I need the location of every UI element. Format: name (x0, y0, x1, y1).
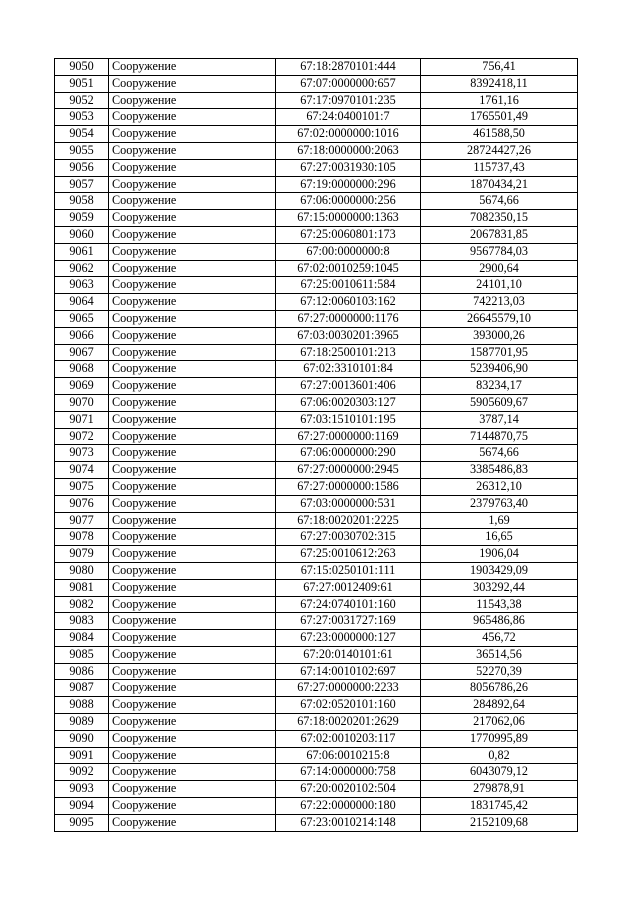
table-row (55, 512, 578, 529)
table-row (55, 546, 578, 563)
table-row (55, 630, 578, 647)
cadastral-number-cell: 67:20:0020102:504 (276, 781, 421, 798)
cadastral-number-cell: 67:18:0020201:2225 (276, 512, 421, 529)
table-row (55, 445, 578, 462)
object-type-cell: Сооружение (109, 226, 276, 243)
object-type-cell: Сооружение (109, 159, 276, 176)
value-cell: 5674,66 (421, 445, 578, 462)
cadastral-number-cell: 67:06:0000000:290 (276, 445, 421, 462)
row-number-cell: 9070 (55, 394, 109, 411)
table-row (55, 781, 578, 798)
row-number-cell: 9088 (55, 697, 109, 714)
cadastral-number-cell: 67:03:1510101:195 (276, 411, 421, 428)
object-type-cell: Сооружение (109, 327, 276, 344)
row-number-cell: 9091 (55, 747, 109, 764)
row-number-cell: 9068 (55, 361, 109, 378)
object-type-cell: Сооружение (109, 260, 276, 277)
table-row (55, 294, 578, 311)
table-row (55, 361, 578, 378)
row-number-cell: 9092 (55, 764, 109, 781)
object-type-cell: Сооружение (109, 814, 276, 831)
object-type-cell: Сооружение (109, 579, 276, 596)
cadastral-number-cell: 67:27:0000000:1176 (276, 310, 421, 327)
object-type-cell: Сооружение (109, 613, 276, 630)
value-cell: 5239406,90 (421, 361, 578, 378)
cadastral-number-cell: 67:24:0400101:7 (276, 109, 421, 126)
table-row (55, 378, 578, 395)
cadastral-number-cell: 67:14:0000000:758 (276, 764, 421, 781)
table-row (55, 210, 578, 227)
cadastral-number-cell: 67:03:0030201:3965 (276, 327, 421, 344)
cadastral-number-cell: 67:27:0030702:315 (276, 529, 421, 546)
value-cell: 5674,66 (421, 193, 578, 210)
cadastral-number-cell: 67:17:0970101:235 (276, 92, 421, 109)
registry-table-body (55, 59, 578, 832)
row-number-cell: 9094 (55, 798, 109, 815)
value-cell: 393000,26 (421, 327, 578, 344)
cadastral-number-cell: 67:02:0000000:1016 (276, 126, 421, 143)
object-type-cell: Сооружение (109, 798, 276, 815)
value-cell: 742213,03 (421, 294, 578, 311)
object-type-cell: Сооружение (109, 193, 276, 210)
cadastral-number-cell: 67:18:0000000:2063 (276, 142, 421, 159)
object-type-cell: Сооружение (109, 361, 276, 378)
table-row (55, 159, 578, 176)
object-type-cell: Сооружение (109, 781, 276, 798)
table-row (55, 462, 578, 479)
table-row (55, 59, 578, 76)
cadastral-number-cell: 67:06:0010215:8 (276, 747, 421, 764)
row-number-cell: 9050 (55, 59, 109, 76)
cadastral-number-cell: 67:23:0000000:127 (276, 630, 421, 647)
object-type-cell: Сооружение (109, 92, 276, 109)
table-row (55, 596, 578, 613)
value-cell: 1,69 (421, 512, 578, 529)
object-type-cell: Сооружение (109, 562, 276, 579)
table-row (55, 562, 578, 579)
object-type-cell: Сооружение (109, 546, 276, 563)
row-number-cell: 9058 (55, 193, 109, 210)
row-number-cell: 9090 (55, 730, 109, 747)
value-cell: 1870434,21 (421, 176, 578, 193)
table-row (55, 243, 578, 260)
object-type-cell: Сооружение (109, 495, 276, 512)
value-cell: 7144870,75 (421, 428, 578, 445)
cadastral-number-cell: 67:20:0140101:61 (276, 646, 421, 663)
cadastral-number-cell: 67:03:0000000:531 (276, 495, 421, 512)
value-cell: 1903429,09 (421, 562, 578, 579)
row-number-cell: 9062 (55, 260, 109, 277)
row-number-cell: 9078 (55, 529, 109, 546)
object-type-cell: Сооружение (109, 445, 276, 462)
table-row (55, 126, 578, 143)
table-row (55, 260, 578, 277)
registry-table (54, 58, 578, 832)
cadastral-number-cell: 67:02:0010259:1045 (276, 260, 421, 277)
value-cell: 16,65 (421, 529, 578, 546)
row-number-cell: 9081 (55, 579, 109, 596)
cadastral-number-cell: 67:27:0000000:1586 (276, 478, 421, 495)
row-number-cell: 9060 (55, 226, 109, 243)
value-cell: 1906,04 (421, 546, 578, 563)
value-cell: 1770995,89 (421, 730, 578, 747)
object-type-cell: Сооружение (109, 596, 276, 613)
cadastral-number-cell: 67:27:0013601:406 (276, 378, 421, 395)
table-row (55, 226, 578, 243)
object-type-cell: Сооружение (109, 378, 276, 395)
table-row (55, 428, 578, 445)
table-row (55, 478, 578, 495)
value-cell: 279878,91 (421, 781, 578, 798)
row-number-cell: 9084 (55, 630, 109, 647)
table-row (55, 798, 578, 815)
table-row (55, 613, 578, 630)
row-number-cell: 9057 (55, 176, 109, 193)
row-number-cell: 9051 (55, 75, 109, 92)
row-number-cell: 9069 (55, 378, 109, 395)
row-number-cell: 9059 (55, 210, 109, 227)
object-type-cell: Сооружение (109, 680, 276, 697)
table-row (55, 697, 578, 714)
cadastral-number-cell: 67:15:0250101:111 (276, 562, 421, 579)
table-row (55, 327, 578, 344)
cadastral-number-cell: 67:24:0740101:160 (276, 596, 421, 613)
cadastral-number-cell: 67:06:0000000:256 (276, 193, 421, 210)
row-number-cell: 9071 (55, 411, 109, 428)
cadastral-number-cell: 67:02:3310101:84 (276, 361, 421, 378)
value-cell: 2067831,85 (421, 226, 578, 243)
value-cell: 1765501,49 (421, 109, 578, 126)
value-cell: 965486,86 (421, 613, 578, 630)
value-cell: 9567784,03 (421, 243, 578, 260)
value-cell: 2900,64 (421, 260, 578, 277)
value-cell: 24101,10 (421, 277, 578, 294)
row-number-cell: 9063 (55, 277, 109, 294)
object-type-cell: Сооружение (109, 512, 276, 529)
row-number-cell: 9055 (55, 142, 109, 159)
value-cell: 0,82 (421, 747, 578, 764)
row-number-cell: 9086 (55, 663, 109, 680)
row-number-cell: 9056 (55, 159, 109, 176)
value-cell: 1761,16 (421, 92, 578, 109)
object-type-cell: Сооружение (109, 142, 276, 159)
object-type-cell: Сооружение (109, 478, 276, 495)
row-number-cell: 9065 (55, 310, 109, 327)
row-number-cell: 9067 (55, 344, 109, 361)
cadastral-number-cell: 67:25:0010611:584 (276, 277, 421, 294)
value-cell: 6043079,12 (421, 764, 578, 781)
value-cell: 28724427,26 (421, 142, 578, 159)
object-type-cell: Сооружение (109, 462, 276, 479)
value-cell: 52270,39 (421, 663, 578, 680)
object-type-cell: Сооружение (109, 428, 276, 445)
cadastral-number-cell: 67:18:2870101:444 (276, 59, 421, 76)
object-type-cell: Сооружение (109, 663, 276, 680)
object-type-cell: Сооружение (109, 75, 276, 92)
row-number-cell: 9074 (55, 462, 109, 479)
cadastral-number-cell: 67:25:0060801:173 (276, 226, 421, 243)
row-number-cell: 9080 (55, 562, 109, 579)
cadastral-number-cell: 67:02:0010203:117 (276, 730, 421, 747)
table-row (55, 109, 578, 126)
table-row (55, 714, 578, 731)
value-cell: 8056786,26 (421, 680, 578, 697)
value-cell: 461588,50 (421, 126, 578, 143)
value-cell: 756,41 (421, 59, 578, 76)
object-type-cell: Сооружение (109, 394, 276, 411)
object-type-cell: Сооружение (109, 714, 276, 731)
row-number-cell: 9072 (55, 428, 109, 445)
table-row (55, 193, 578, 210)
cadastral-number-cell: 67:27:0031930:105 (276, 159, 421, 176)
object-type-cell: Сооружение (109, 243, 276, 260)
cadastral-number-cell: 67:25:0010612:263 (276, 546, 421, 563)
row-number-cell: 9085 (55, 646, 109, 663)
table-row (55, 344, 578, 361)
table-row (55, 747, 578, 764)
value-cell: 284892,64 (421, 697, 578, 714)
object-type-cell: Сооружение (109, 411, 276, 428)
object-type-cell: Сооружение (109, 630, 276, 647)
table-row (55, 579, 578, 596)
row-number-cell: 9082 (55, 596, 109, 613)
object-type-cell: Сооружение (109, 294, 276, 311)
row-number-cell: 9075 (55, 478, 109, 495)
table-row (55, 764, 578, 781)
cadastral-number-cell: 67:27:0000000:1169 (276, 428, 421, 445)
row-number-cell: 9054 (55, 126, 109, 143)
row-number-cell: 9089 (55, 714, 109, 731)
value-cell: 5905609,67 (421, 394, 578, 411)
table-row (55, 680, 578, 697)
row-number-cell: 9061 (55, 243, 109, 260)
value-cell: 3787,14 (421, 411, 578, 428)
value-cell: 11543,38 (421, 596, 578, 613)
table-row (55, 646, 578, 663)
cadastral-number-cell: 67:27:0012409:61 (276, 579, 421, 596)
table-row (55, 92, 578, 109)
table-row (55, 814, 578, 831)
cadastral-number-cell: 67:27:0000000:2945 (276, 462, 421, 479)
table-row (55, 394, 578, 411)
value-cell: 3385486,83 (421, 462, 578, 479)
cadastral-number-cell: 67:18:0020201:2629 (276, 714, 421, 731)
row-number-cell: 9077 (55, 512, 109, 529)
object-type-cell: Сооружение (109, 764, 276, 781)
value-cell: 1831745,42 (421, 798, 578, 815)
row-number-cell: 9064 (55, 294, 109, 311)
cadastral-number-cell: 67:12:0060103:162 (276, 294, 421, 311)
object-type-cell: Сооружение (109, 277, 276, 294)
row-number-cell: 9079 (55, 546, 109, 563)
object-type-cell: Сооружение (109, 697, 276, 714)
cadastral-number-cell: 67:00:0000000:8 (276, 243, 421, 260)
object-type-cell: Сооружение (109, 730, 276, 747)
value-cell: 26645579,10 (421, 310, 578, 327)
value-cell: 303292,44 (421, 579, 578, 596)
value-cell: 456,72 (421, 630, 578, 647)
cadastral-number-cell: 67:14:0010102:697 (276, 663, 421, 680)
row-number-cell: 9073 (55, 445, 109, 462)
value-cell: 1587701,95 (421, 344, 578, 361)
row-number-cell: 9087 (55, 680, 109, 697)
cadastral-number-cell: 67:22:0000000:180 (276, 798, 421, 815)
object-type-cell: Сооружение (109, 176, 276, 193)
cadastral-number-cell: 67:02:0520101:160 (276, 697, 421, 714)
value-cell: 217062,06 (421, 714, 578, 731)
table-row (55, 176, 578, 193)
row-number-cell: 9053 (55, 109, 109, 126)
table-row (55, 529, 578, 546)
row-number-cell: 9083 (55, 613, 109, 630)
cadastral-number-cell: 67:27:0031727:169 (276, 613, 421, 630)
table-row (55, 663, 578, 680)
cadastral-number-cell: 67:06:0020303:127 (276, 394, 421, 411)
row-number-cell: 9052 (55, 92, 109, 109)
cadastral-number-cell: 67:23:0010214:148 (276, 814, 421, 831)
object-type-cell: Сооружение (109, 310, 276, 327)
table-row (55, 277, 578, 294)
table-row (55, 411, 578, 428)
row-number-cell: 9066 (55, 327, 109, 344)
object-type-cell: Сооружение (109, 59, 276, 76)
cadastral-number-cell: 67:18:2500101:213 (276, 344, 421, 361)
row-number-cell: 9095 (55, 814, 109, 831)
cadastral-number-cell: 67:07:0000000:657 (276, 75, 421, 92)
object-type-cell: Сооружение (109, 646, 276, 663)
cadastral-number-cell: 67:19:0000000:296 (276, 176, 421, 193)
cadastral-number-cell: 67:15:0000000:1363 (276, 210, 421, 227)
value-cell: 83234,17 (421, 378, 578, 395)
object-type-cell: Сооружение (109, 109, 276, 126)
row-number-cell: 9076 (55, 495, 109, 512)
object-type-cell: Сооружение (109, 747, 276, 764)
object-type-cell: Сооружение (109, 529, 276, 546)
object-type-cell: Сооружение (109, 210, 276, 227)
value-cell: 115737,43 (421, 159, 578, 176)
table-row (55, 75, 578, 92)
row-number-cell: 9093 (55, 781, 109, 798)
table-row (55, 495, 578, 512)
value-cell: 8392418,11 (421, 75, 578, 92)
table-row (55, 310, 578, 327)
table-row (55, 730, 578, 747)
value-cell: 2379763,40 (421, 495, 578, 512)
cadastral-number-cell: 67:27:0000000:2233 (276, 680, 421, 697)
table-row (55, 142, 578, 159)
value-cell: 36514,56 (421, 646, 578, 663)
object-type-cell: Сооружение (109, 344, 276, 361)
value-cell: 2152109,68 (421, 814, 578, 831)
value-cell: 26312,10 (421, 478, 578, 495)
value-cell: 7082350,15 (421, 210, 578, 227)
object-type-cell: Сооружение (109, 126, 276, 143)
